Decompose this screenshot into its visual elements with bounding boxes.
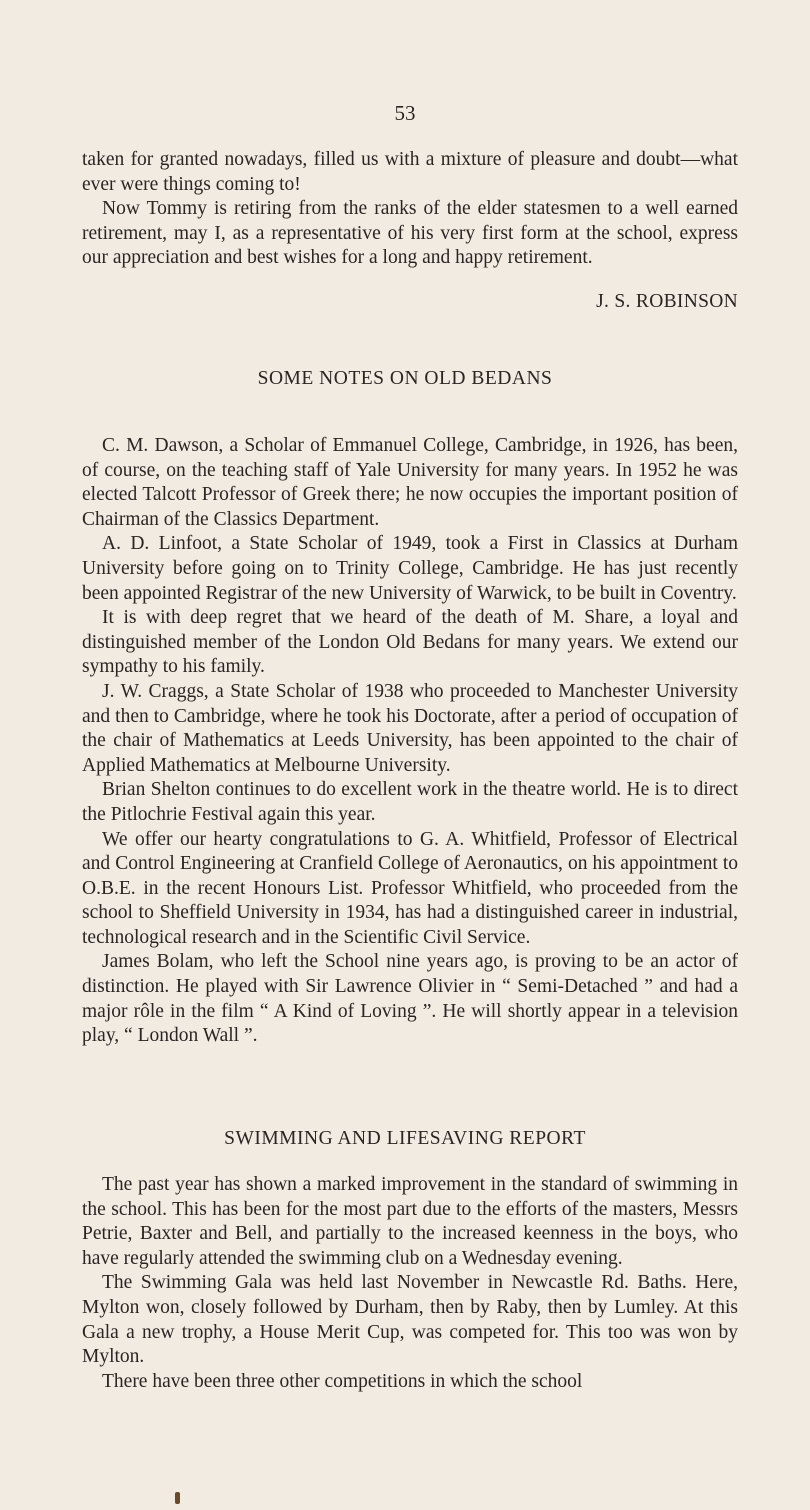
paragraph: Now Tommy is retiring from the ranks of the elder statesmen to a well earned retirement, may I, as a representative of his very first form at the school, express our appreciation and best wishes for a long and happy retirement.	[82, 198, 738, 269]
paragraph: It is with deep regret that we heard of the death of M. Share, a loyal and distinguished member of the London Old Bedans for many years. We extend our sympathy to his family.	[82, 607, 738, 678]
paragraph: There have been three other competitions in which the school	[102, 1370, 583, 1392]
paragraph: We offer our hearty congratulations to G. A. Whitfield, Professor of Electrical and Control Engineering at Cranfield College of Aeronautics, on his appointment to O.B.E. in the recent Honours List. Professor Whitfield, who proceeded from the school to Sheffield University in 1934, has had a distinguished career in industrial, technological research and in the Scientific Civil Service.	[82, 828, 738, 948]
signature: J. S. ROBINSON	[596, 291, 738, 312]
paragraph: James Bolam, who left the School nine years ago, is proving to be an actor of distinction. He played with Sir Lawrence Olivier in “ Semi-Detached ” and had a major rôle in the film “ A Kind of Loving ”. He will shortly appear in a television play, “ London Wall ”.	[82, 951, 738, 1047]
tribute-text	[82, 148, 738, 271]
paragraph: J. W. Craggs, a State Scholar of 1938 who proceeded to Manchester University and then to Cambridge, where he took his Doctorate, after a period of occupation of the chair of Mathematics at Leeds University, has been appointed to the chair of Applied Mathematics at Melbourne University.	[82, 680, 738, 776]
paragraph: C. M. Dawson, a Scholar of Emmanuel College, Cambridge, in 1926, has been, of course, on the teaching staff of Yale University for many years. In 1952 he was elected Talcott Professor of Greek there; he now occupies the important position of Chairman of the Classics Department.	[82, 435, 738, 530]
ink-mark	[175, 1492, 180, 1504]
page-number: 53	[394, 101, 416, 125]
paragraph: The past year has shown a marked improvement in the standard of swimming in the school. This has been for the most part due to the efforts of the masters, Messrs Petrie, Baxter and Bell, and partially to the increased keenness in the boys, who have regularly attended the swimming club on a Wednesday evening.	[82, 1174, 738, 1269]
paragraph: The Swimming Gala was held last November in Newcastle Rd. Baths. Here, Mylton won, closely followed by Durham, then by Raby, then by Lumley. At this Gala a new trophy, a House Merit Cup, was competed for. This too was won by Mylton.	[82, 1272, 738, 1368]
paragraph: A. D. Linfoot, a State Scholar of 1949, took a First in Classics at Durham University before going on to Trinity College, Cambridge. He has just recently been appointed Registrar of the new University of Warwick, to be built in Coventry.	[82, 533, 738, 604]
swimming-report	[82, 1173, 738, 1394]
paragraph: taken for granted nowadays, filled us with a mixture of pleasure and doubt—what ever were things coming to!	[82, 149, 738, 195]
section-heading-swimming: SWIMMING AND LIFESAVING REPORT	[224, 1128, 586, 1149]
paragraph: Brian Shelton continues to do excellent work in the theatre world. He is to direct the Pitlochrie Festival again this year.	[82, 779, 738, 825]
section-heading-old-bedans: SOME NOTES ON OLD BEDANS	[257, 368, 553, 389]
old-bedans-notes	[82, 434, 738, 1049]
